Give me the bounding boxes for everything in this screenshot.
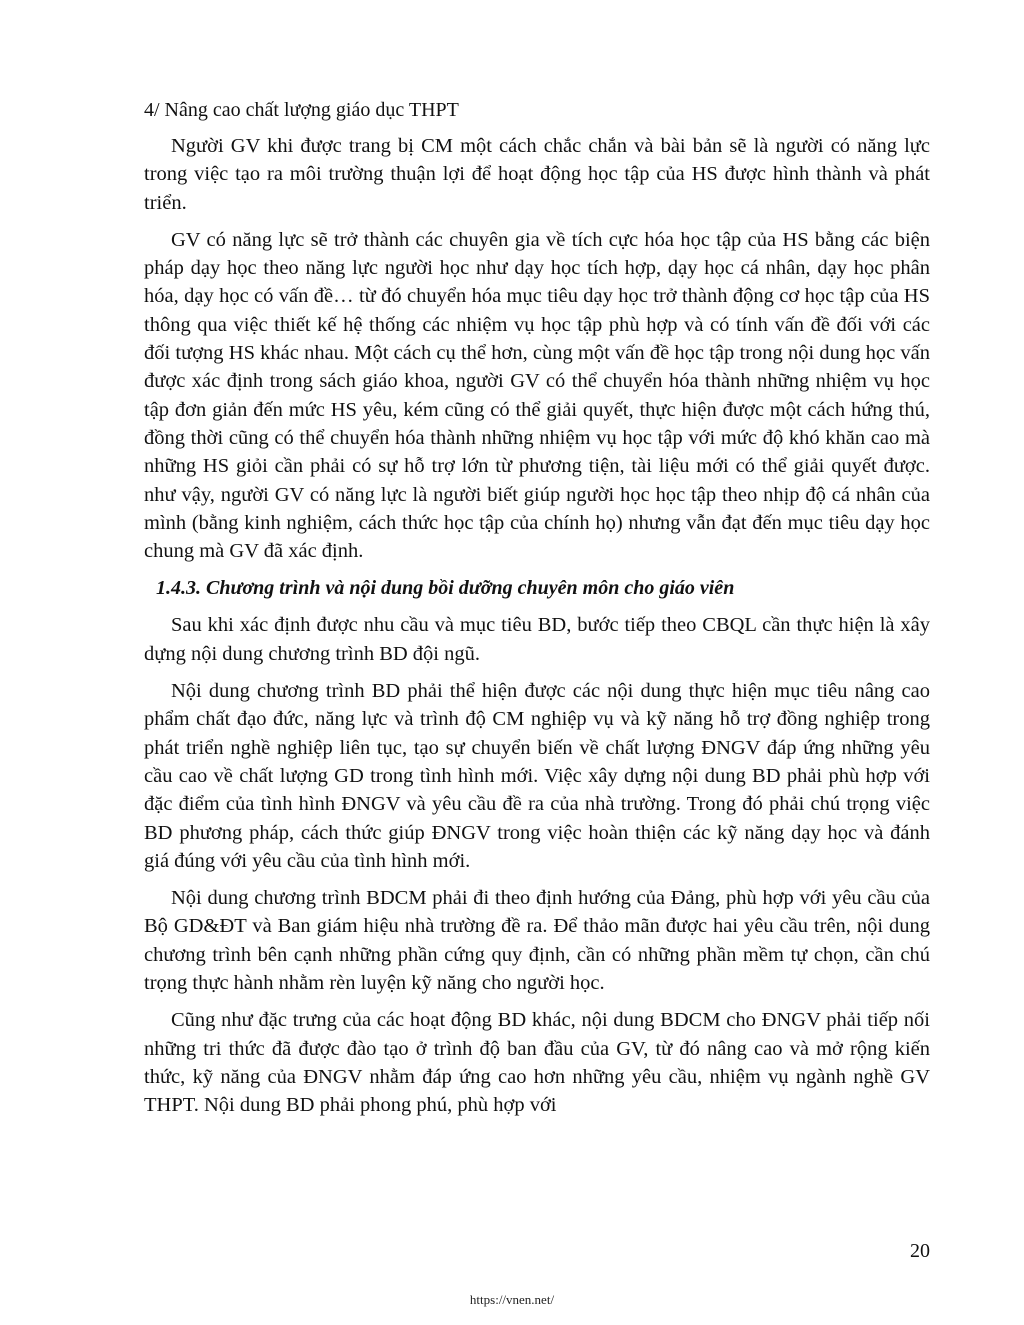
paragraph: Nội dung chương trình BDCM phải đi theo định hướng của Đảng, phù hợp với yêu cầu của Bộ GD&ĐT và Ban giám hiệu nhà trường đề ra. Để thảo mãn được hai yêu cầu trên, nội dung chương trình bên cạnh những phần cứng quy định, cần có những phần mềm tự chọn, cần chú trọng thực hành nhằm rèn luyện kỹ năng cho người học. [144,887,930,995]
paragraph: Cũng như đặc trưng của các hoạt động BD khác, nội dung BDCM cho ĐNGV phải tiếp nối những tri thức đã được đào tạo ở trình độ ban đầu của GV, từ đó nâng cao và mở rộng kiến thức, kỹ năng của ĐNGV nhằm đáp ứng cao hơn những yêu cầu, nhiệm vụ ngành nghề GV THPT. Nội dung BD phải phong phú, phù hợp với [144,1009,930,1117]
page-number: 20 [910,1240,930,1262]
page-body [144,96,930,1129]
paragraph: Sau khi xác định được nhu cầu và mục tiêu BD, bước tiếp theo CBQL cần thực hiện là xây dựng nội dung chương trình BD đội ngũ. [144,614,930,665]
section-heading: 1.4.3. Chương trình và nội dung bồi dưỡng chuyên môn cho giáo viên [156,577,735,600]
paragraph: Người GV khi được trang bị CM một cách chắc chắn và bài bản sẽ là người có năng lực trong việc tạo ra môi trường thuận lợi để hoạt động học tập của HS được hình thành và phát triển. [144,135,930,214]
subsection-heading: 4/ Nâng cao chất lượng giáo dục THPT [144,99,459,121]
paragraph: GV có năng lực sẽ trở thành các chuyên gia về tích cực hóa học tập của HS bằng các biện pháp dạy học theo năng lực người học như dạy học tích hợp, dạy học cá nhân, dạy học phân hóa, dạy học có vấn đề… từ đó chuyển hóa mục tiêu dạy học trở thành động cơ học tập của HS thông qua việc thiết kế hệ thống các nhiệm vụ học tập phù hợp và có tính vấn đề đối với các đối tượng HS khác nhau. Một cách cụ thể hơn, cùng một vấn đề học tập trong nội dung học vấn được xác định trong sách giáo khoa, người GV có thể chuyển hóa thành những nhiệm vụ học tập đơn giản đến mức HS yêu, kém cũng có thể giải quyết, thực hiện được một cách hứng thú, đồng thời cũng có thể chuyển hóa thành những nhiệm vụ học tập với mức độ khó khăn cao mà những HS giỏi cần phải có sự hỗ trợ lớn từ phương tiện, tài liệu mới có thể giải quyết được. như vậy, người GV có năng lực là người biết giúp người học học tập theo nhịp độ cá nhân của mình (bằng kinh nghiệm, cách thức học tập của chính họ) nhưng vẫn đạt đến mục tiêu dạy học chung mà GV đã xác định. [144,228,930,563]
footer-url[interactable]: https://vnen.net/ [469,1292,555,1307]
paragraph: Nội dung chương trình BD phải thể hiện được các nội dung thực hiện mục tiêu nâng cao phẩm chất đạo đức, năng lực và trình độ CM nghiệp vụ và kỹ năng hỗ trợ đồng nghiệp trong phát triển nghề nghiệp liên tục, tạo sự chuyển biến về chất lượng ĐNGV đáp ứng những yêu cầu cao về chất lượng GD trong tình hình mới. Việc xây dựng nội dung BD phải phù hợp với đặc điểm của tình hình ĐNGV và yêu cầu đề ra của nhà trường. Trong đó phải chú trọng việc BD phương pháp, cách thức giúp ĐNGV trong việc hoàn thiện các kỹ năng dạy học và đánh giá đúng với yêu cầu của tình hình mới. [144,680,930,872]
